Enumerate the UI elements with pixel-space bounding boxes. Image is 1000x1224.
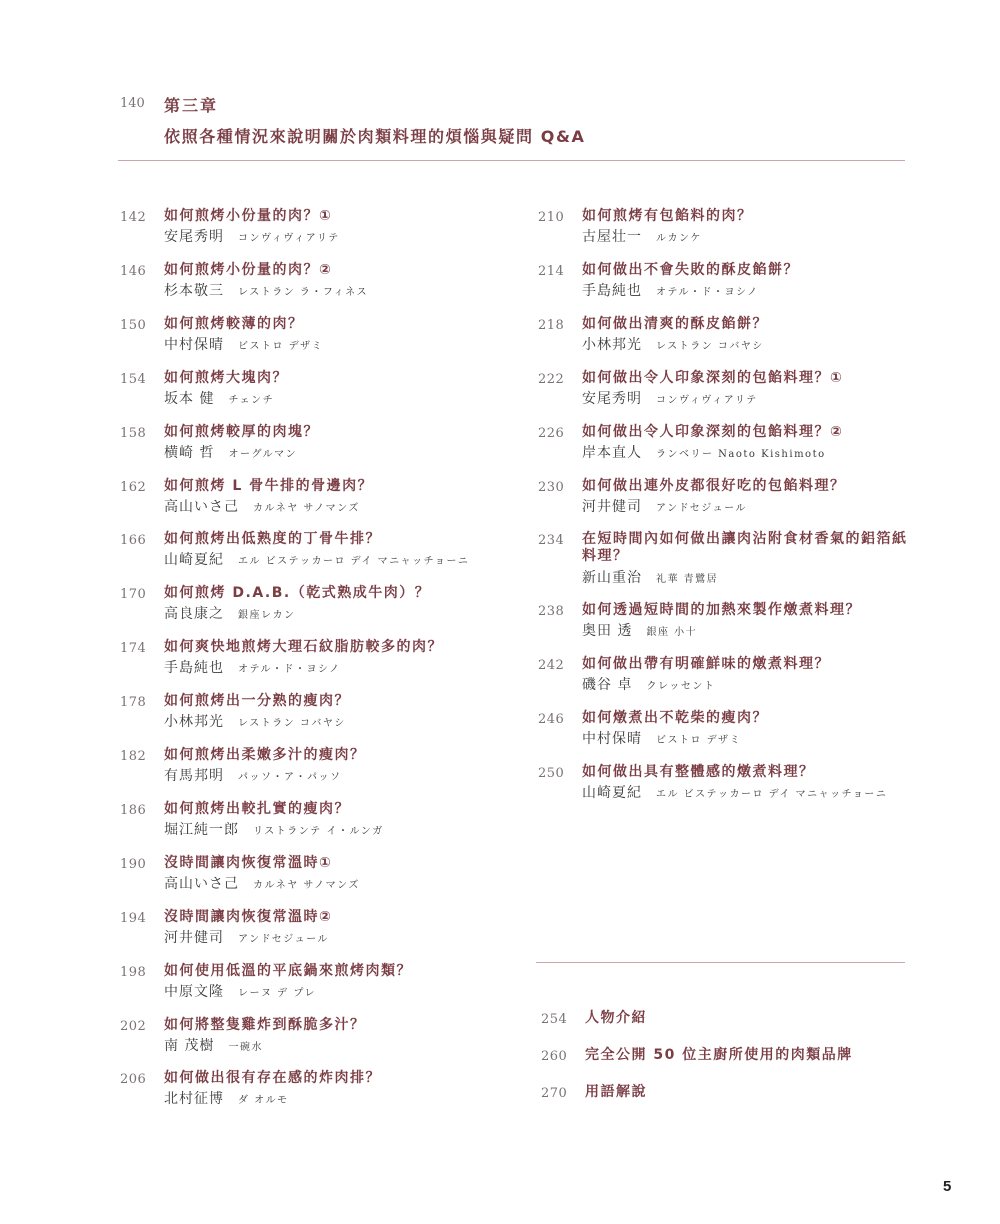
- entry-question: 如何燉煮出不乾柴的瘦肉？: [582, 710, 768, 727]
- restaurant-name: レーヌ デ プレ: [238, 987, 316, 999]
- chef-name: 高良康之: [164, 606, 224, 623]
- entry-question: 如何煎烤出較扎實的瘦肉？: [164, 800, 350, 817]
- chef-name: 中村保晴: [582, 731, 642, 748]
- restaurant-name: ランベリー Naoto Kishimoto: [656, 448, 826, 460]
- restaurant-name: ビストロ デザミ: [238, 340, 324, 352]
- entry-page-number: 174: [120, 641, 147, 657]
- restaurant-name: オーグルマン: [228, 448, 298, 460]
- entry-chef-line: [582, 728, 741, 748]
- appendix-title: 用語解說: [585, 1084, 647, 1100]
- entry-page-number: 190: [120, 856, 147, 872]
- entry-page-number: 234: [538, 533, 565, 549]
- entry-page-number: 182: [120, 749, 147, 764]
- entry-page-number: 186: [120, 802, 147, 818]
- chef-name: 岸本直人: [582, 444, 642, 461]
- entry-question: 如何煎烤有包餡料的肉？: [582, 208, 753, 224]
- entry-page-number: 158: [120, 425, 147, 441]
- restaurant-name: レストラン ラ・フィネス: [238, 286, 369, 298]
- entry-question: 如何做出連外皮都很好吃的包餡料理？: [582, 477, 846, 494]
- entry-question: 如何使用低溫的平底鍋來煎烤肉類？: [164, 962, 412, 979]
- restaurant-name: チェンチ: [228, 394, 275, 406]
- chef-name: 河井健司: [164, 929, 224, 946]
- entry-chef-line: [164, 442, 297, 462]
- chef-name: 中原文隆: [164, 983, 224, 1000]
- entry-page-number: 206: [120, 1072, 147, 1088]
- chef-name: 坂本 健: [164, 390, 215, 407]
- appendix-page-number: 270: [541, 1086, 568, 1101]
- entry-question: 如何爽快地煎烤大理石紋脂肪較多的肉？: [164, 639, 443, 656]
- entry-question: 如何煎烤出低熟度的丁骨牛排？: [164, 531, 381, 548]
- entry-chef-line: [582, 620, 697, 640]
- entry-page-number: 142: [120, 210, 147, 225]
- entry-page-number: 146: [120, 263, 147, 279]
- entry-chef-line: [582, 782, 887, 802]
- restaurant-name: カルネヤ サノマンズ: [253, 879, 360, 891]
- chef-name: 新山重治: [582, 570, 642, 587]
- chef-name: 横崎 哲: [164, 444, 215, 461]
- entry-chef-line: [164, 549, 469, 569]
- entry-question: 如何做出帶有明確鮮味的燉煮料理？: [582, 656, 830, 673]
- entry-chef-line: [582, 674, 715, 694]
- entry-question: 沒時間讓肉恢復常溫時①: [164, 854, 333, 871]
- entry-page-number: 218: [538, 317, 565, 333]
- entry-page-number: 194: [120, 910, 147, 926]
- entry-page-number: 166: [120, 533, 147, 549]
- entry-chef-line: [164, 1035, 263, 1055]
- chef-name: 手島純也: [164, 660, 224, 677]
- chef-name: 手島純也: [582, 282, 642, 299]
- entry-chef-line: [164, 981, 316, 1001]
- chef-name: 小林邦光: [582, 336, 642, 353]
- entry-chef-line: [164, 496, 360, 516]
- restaurant-name: 銀座 小十: [646, 627, 698, 639]
- entry-page-number: 210: [538, 210, 565, 225]
- entry-question: 如何煎烤較厚的肉塊？: [164, 423, 319, 440]
- entry-chef-line: [164, 603, 296, 623]
- entry-page-number: 246: [538, 712, 565, 728]
- entry-question: 如何煎烤 L 骨牛排的骨邊肉？: [164, 477, 374, 494]
- entry-chef-line: [164, 927, 329, 947]
- entry-chef-line: [582, 388, 758, 408]
- restaurant-name: オテル・ド・ヨシノ: [656, 286, 759, 298]
- entry-chef-line: [164, 226, 340, 246]
- entry-chef-line: [582, 496, 747, 516]
- chef-name: 安尾秀明: [164, 229, 224, 245]
- entry-question: 沒時間讓肉恢復常溫時②: [164, 908, 333, 925]
- appendix-divider: [536, 962, 905, 963]
- restaurant-name: パッソ・ア・パッソ: [238, 772, 342, 783]
- appendix-title: 人物介紹: [585, 1010, 647, 1026]
- entry-question: 如何煎烤出柔嫩多汁的瘦肉？: [164, 747, 366, 763]
- entry-question: 如何煎烤小份量的肉？①: [164, 208, 333, 224]
- chef-name: 高山いさ己: [164, 875, 239, 892]
- entry-question: 如何煎烤 D.A.B.（乾式熟成牛肉）？: [164, 585, 431, 602]
- restaurant-name: アンドセジュール: [656, 502, 747, 514]
- restaurant-name: ビストロ デザミ: [656, 735, 742, 747]
- entry-page-number: 214: [538, 263, 565, 279]
- restaurant-name: ルカンケ: [656, 233, 702, 244]
- entry-question: 如何將整隻雞炸到酥脆多汁？: [164, 1016, 366, 1033]
- entry-chef-line: [582, 226, 702, 246]
- entry-page-number: 170: [120, 587, 147, 603]
- restaurant-name: エル ビステッカーロ デイ マニャッチョーニ: [656, 789, 888, 800]
- entry-chef-line: [164, 334, 323, 354]
- chef-name: 河井健司: [582, 498, 642, 515]
- entry-question: 如何煎烤大塊肉？: [164, 369, 288, 386]
- entry-question: 如何透過短時間的加熱來製作燉煮料理？: [582, 602, 861, 619]
- entry-page-number: 198: [120, 964, 147, 980]
- restaurant-name: 礼華 青鷺居: [656, 574, 719, 586]
- restaurant-name: リストランテ イ・ルンガ: [253, 825, 384, 837]
- appendix-page-number: 260: [541, 1049, 568, 1064]
- restaurant-name: コンヴィヴィアリテ: [656, 394, 758, 406]
- entry-page-number: 202: [120, 1018, 147, 1034]
- entry-question: 在短時間內如何做出讓肉沾附食材香氣的鋁箔紙料理？: [582, 531, 908, 565]
- entry-page-number: 238: [538, 604, 565, 620]
- chapter-divider: [118, 160, 905, 161]
- chapter-title: 依照各種情況來說明關於肉類料理的煩惱與疑問 Q&A: [164, 127, 586, 146]
- chef-name: 有馬邦明: [164, 768, 224, 784]
- entry-chef-line: [164, 1088, 289, 1108]
- appendix-title: 完全公開 50 位主廚所使用的肉類品牌: [585, 1047, 853, 1063]
- restaurant-name: カルネヤ サノマンズ: [253, 502, 360, 514]
- restaurant-name: レストラン コバヤシ: [656, 340, 764, 352]
- chef-name: 磯谷 卓: [582, 677, 633, 694]
- entry-page-number: 154: [120, 371, 147, 387]
- entry-chef-line: [582, 442, 826, 462]
- entry-page-number: 162: [120, 479, 147, 495]
- entry-chef-line: [164, 819, 384, 839]
- chef-name: 杉本敬三: [164, 282, 224, 299]
- chapter-label: 第三章: [164, 96, 219, 115]
- chef-name: 奥田 透: [582, 623, 633, 640]
- entry-question: 如何做出令人印象深刻的包餡料理？②: [582, 423, 844, 440]
- restaurant-name: 銀座レカン: [238, 610, 296, 622]
- restaurant-name: オテル・ド・ヨシノ: [238, 664, 341, 676]
- chef-name: 北村征博: [164, 1091, 224, 1108]
- entry-question: 如何煎烤出一分熟的瘦肉？: [164, 693, 350, 710]
- entry-page-number: 222: [538, 371, 565, 387]
- entry-question: 如何做出清爽的酥皮餡餅？: [582, 315, 768, 332]
- restaurant-name: コンヴィヴィアリテ: [238, 233, 340, 244]
- chef-name: 安尾秀明: [582, 390, 642, 407]
- entry-chef-line: [582, 567, 718, 587]
- entry-chef-line: [164, 765, 342, 785]
- chef-name: 南 茂樹: [164, 1037, 215, 1054]
- chef-name: 古屋壮一: [582, 229, 642, 245]
- entry-page-number: 226: [538, 425, 565, 441]
- entry-chef-line: [164, 711, 346, 731]
- entry-page-number: 150: [120, 317, 147, 333]
- entry-chef-line: [164, 657, 341, 677]
- entry-chef-line: [582, 280, 759, 300]
- restaurant-name: エル ビステッカーロ デイ マニャッチョーニ: [238, 556, 470, 568]
- chef-name: 山崎夏紀: [164, 552, 224, 569]
- entry-question: 如何煎烤小份量的肉？②: [164, 261, 333, 278]
- chef-name: 小林邦光: [164, 714, 224, 731]
- entry-page-number: 230: [538, 479, 565, 495]
- chef-name: 堀江純一郎: [164, 821, 239, 838]
- restaurant-name: レストラン コバヤシ: [238, 718, 346, 730]
- restaurant-name: アンドセジュール: [238, 933, 329, 945]
- appendix-page-number: 254: [541, 1012, 568, 1027]
- restaurant-name: クレッセント: [646, 681, 716, 693]
- entry-page-number: 242: [538, 658, 565, 674]
- chef-name: 高山いさ己: [164, 498, 239, 515]
- entry-page-number: 178: [120, 695, 147, 711]
- entry-chef-line: [164, 388, 274, 408]
- entry-page-number: 250: [538, 766, 565, 781]
- entry-chef-line: [582, 334, 764, 354]
- chapter-page-number: 140: [120, 96, 145, 111]
- entry-question: 如何做出令人印象深刻的包餡料理？①: [582, 369, 844, 386]
- entry-question: 如何做出很有存在感的炸肉排？: [164, 1070, 381, 1087]
- entry-question: 如何煎烤較薄的肉？: [164, 315, 304, 332]
- entry-question: 如何做出具有整體感的燉煮料理？: [582, 764, 815, 780]
- entry-chef-line: [164, 873, 360, 893]
- chef-name: 山崎夏紀: [582, 785, 642, 801]
- page-number: 5: [943, 1178, 952, 1195]
- chef-name: 中村保晴: [164, 336, 224, 353]
- entry-question: 如何做出不會失敗的酥皮餡餅？: [582, 261, 799, 278]
- restaurant-name: ダ オルモ: [238, 1095, 289, 1107]
- restaurant-name: 一碗水: [228, 1041, 263, 1053]
- entry-chef-line: [164, 280, 368, 300]
